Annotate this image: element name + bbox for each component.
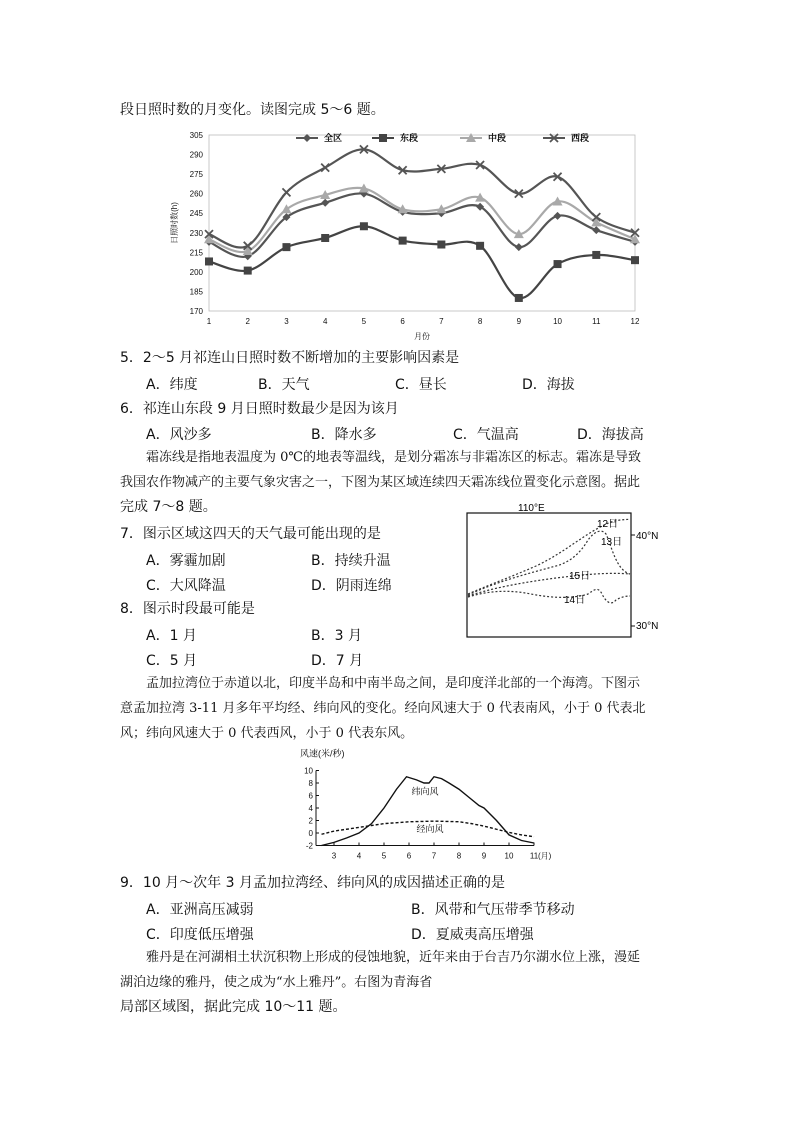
frost-line-label-12: 12日 [597,519,619,530]
q5-option-b[interactable]: B．天气 [258,377,310,393]
q8-option-d[interactable]: D．7 月 [311,653,364,669]
wind-chart-series [322,777,535,846]
sunshine-point [554,260,562,268]
bengal-para-line1: 孟加拉湾位于赤道以北，印度半岛和中南半岛之间，是印度洋北部的一个海湾。下图示 [146,676,641,691]
sunshine-y-axis-label: 日照时数(h) [170,202,179,244]
sunshine-y-tick-label: 260 [189,189,203,199]
sunshine-chart-series [204,145,640,302]
sunshine-point [321,234,329,242]
wind-series-label-0: 纬向风 [411,786,439,797]
sunshine-point [631,256,639,264]
q8-option-b[interactable]: B．3 月 [311,628,362,644]
wind-x-tick-label: 9 [481,851,487,861]
wind-y-tick-label: 8 [308,779,313,788]
sunshine-chart [160,122,660,344]
sunshine-point [205,257,213,265]
sunshine-chart-axes [169,131,640,341]
wind-x-tick-label: 11 [529,851,539,861]
sunshine-point [379,134,387,142]
q7-option-a[interactable]: A．雾霾加剧 [146,553,226,569]
sunshine-x-tick-label: 6 [400,317,405,326]
sunshine-y-tick-label: 200 [189,267,203,277]
sunshine-point [592,226,600,234]
frost-para-line2: 我国农作物减产的主要气象灾害之一，下图为某区域连续四天霜冻线位置变化示意图。据此 [120,475,641,490]
sunshine-x-tick-label: 8 [477,317,483,326]
sunshine-series-0 [205,190,639,261]
q7-stem: 7．图示区域这四天的天气最可能出现的是 [120,526,381,542]
yardang-para-line3: 局部区域图，据此完成 10～11 题。 [120,999,347,1015]
sunshine-x-tick-label: 9 [516,317,522,326]
q8-stem: 8．图示时段最可能是 [120,601,255,617]
sunshine-legend-label: 东段 [400,133,419,143]
bengal-para-line3: 风；纬向风速大于 0 代表西风，小于 0 代表东风。 [120,726,414,741]
yardang-para-line2: 湖泊边缘的雅丹，使之成为“水上雅丹”。右图为青海省 [120,975,433,990]
sunshine-y-tick-label: 275 [189,170,203,180]
yardang-para-line1: 雅丹是在河湖相土状沉积物上形成的侵蚀地貌，近年来由于台吉乃尔湖水位上涨，漫延 [146,950,641,965]
q6-option-b[interactable]: B．降水多 [311,427,377,443]
sunshine-point [282,243,290,251]
wind-x-axis-label: (月) [538,851,552,861]
wind-chart [286,742,576,872]
wind-x-tick-label: 10 [504,851,514,861]
sunshine-point [515,243,523,251]
q5-stem: 5．2～5 月祁连山日照时数不断增加的主要影响因素是 [120,350,460,366]
sunshine-y-tick-label: 230 [189,228,203,238]
frost-map-lat-south-label: 30°N [636,621,659,632]
sunshine-x-tick-label: 7 [439,317,444,326]
frost-line-label-14: 14日 [564,595,586,606]
wind-x-tick-label: 5 [381,851,387,861]
sunshine-y-tick-label: 290 [189,150,203,160]
frost-para-line3: 完成 7～8 题。 [120,499,217,515]
sunshine-x-tick-label: 3 [284,317,289,326]
frost-line-label-13: 13日 [601,537,623,548]
wind-series-label-1: 经向风 [416,823,444,834]
sunshine-x-axis-label: 月份 [414,332,430,341]
q5-option-c[interactable]: C．昼长 [395,377,447,393]
sunshine-x-tick-label: 10 [553,317,562,326]
frost-map-longitude-label: 110°E [518,503,545,514]
sunshine-point [321,199,329,207]
wind-y-tick-label: 2 [308,816,313,826]
q6-stem: 6．祁连山东段 9 月日照时数最少是因为该月 [120,401,399,417]
sunshine-point [515,294,523,302]
sunshine-x-tick-label: 1 [206,317,212,326]
wind-x-tick-label: 4 [356,851,362,861]
sunshine-x-tick-label: 11 [592,317,601,326]
q9-option-c[interactable]: C．印度低压增强 [146,927,254,943]
q7-option-d[interactable]: D．阴雨连绵 [311,578,392,594]
wind-y-tick-label: 0 [308,829,313,838]
q8-option-c[interactable]: C．5 月 [146,653,198,669]
wind-y-tick-label: 4 [308,804,313,813]
sunshine-point [281,204,291,213]
sunshine-line [209,226,635,298]
sunshine-point [244,267,252,275]
sunshine-point [360,222,368,230]
bengal-para-line2: 意孟加拉湾 3-11 月多年平均经、纬向风的变化。经向风速大于 0 代表南风，小于 0 代表北 [120,701,646,716]
wind-x-tick-label: 7 [431,851,437,861]
sunshine-point [554,212,562,220]
frost-map-lat-north-label: 40°N [636,531,659,542]
frost-line-label-15: 15日 [569,571,591,582]
sunshine-y-tick-label: 185 [189,287,203,297]
sunshine-chart-legend [296,132,589,143]
q9-option-d[interactable]: D．夏威夷高压增强 [411,927,534,943]
frost-line-14 [468,589,630,603]
sunshine-point [437,241,445,249]
sunshine-x-tick-label: 4 [322,317,328,326]
sunshine-point [399,237,407,245]
q7-option-c[interactable]: C．大风降温 [146,578,226,594]
q8-option-a[interactable]: A．1 月 [146,628,197,644]
q7-option-b[interactable]: B．持续升温 [311,553,391,569]
sunshine-point [321,164,329,172]
q6-option-c[interactable]: C．气温高 [453,427,519,443]
frost-map [466,502,678,640]
sunshine-x-tick-label: 5 [361,317,367,326]
wind-y-tick-label: 10 [304,766,313,776]
sunshine-legend-label: 西段 [571,133,590,143]
sunshine-legend-label: 全区 [324,133,343,143]
wind-x-tick-label: 8 [456,851,462,861]
q9-option-a[interactable]: A．亚洲高压减弱 [146,902,254,918]
wind-x-tick-label: 6 [406,851,412,861]
sunshine-point [282,188,290,196]
q5-option-d[interactable]: D．海拔 [522,377,575,393]
q5-option-a[interactable]: A．纬度 [146,377,198,393]
sunshine-point [476,242,484,250]
wind-y-axis-label: 风速(米/秒) [300,748,345,759]
intro-line: 段日照时数的月变化。读图完成 5～6 题。 [120,102,385,118]
sunshine-y-tick-label: 170 [189,307,203,316]
frost-para-line1: 霜冻线是指地表温度为 0℃的地表等温线，是划分霜冻与非霜冻区的标志。霜冻是导致 [146,450,641,465]
frost-map-frame [467,513,631,637]
wind-x-tick-label: 3 [331,851,337,861]
frost-line-15 [468,573,630,596]
q6-option-d[interactable]: D．海拔高 [577,427,644,443]
q9-stem: 9．10 月～次年 3 月孟加拉湾经、纬向风的成因描述正确的是 [120,875,505,891]
frost-line-12 [468,519,630,594]
sunshine-point [592,251,600,259]
sunshine-y-tick-label: 245 [189,209,203,219]
sunshine-y-tick-label: 305 [189,131,203,140]
wind-chart-axes [300,748,552,861]
sunshine-y-tick-label: 215 [189,248,203,258]
q9-option-b[interactable]: B．风带和气压带季节移动 [411,902,575,918]
wind-y-tick-label: 6 [308,791,313,801]
wind-y-tick-label: -2 [305,841,313,851]
sunshine-x-tick-label: 2 [245,317,250,326]
q6-option-a[interactable]: A．风沙多 [146,427,212,443]
sunshine-x-tick-label: 12 [630,317,640,326]
sunshine-legend-label: 中段 [488,133,507,143]
